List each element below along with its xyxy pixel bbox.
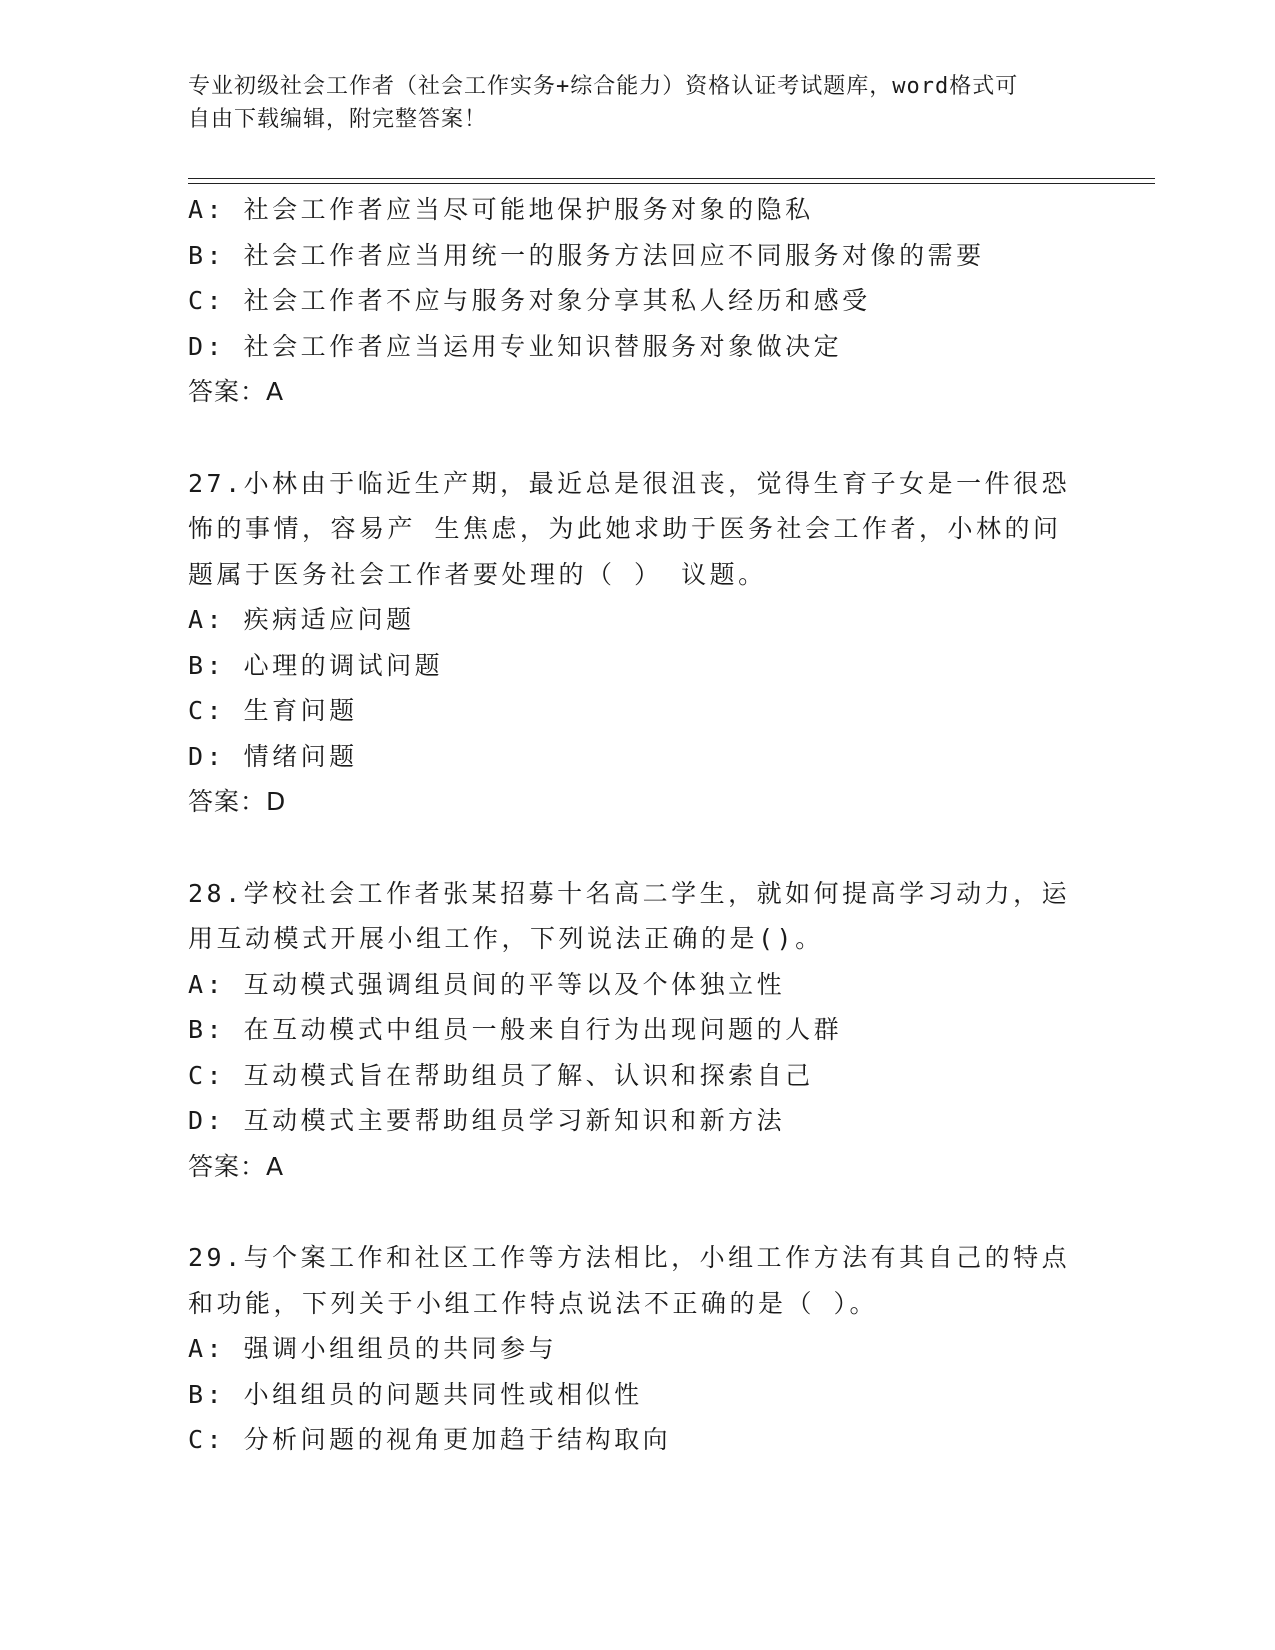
option-d: D: 社会工作者应当运用专业知识替服务对象做决定 bbox=[188, 331, 843, 361]
option-a: A: 互动模式强调组员间的平等以及个体独立性 bbox=[188, 969, 786, 999]
question-stem-line: 用互动模式开展小组工作，下列说法正确的是()。 bbox=[188, 924, 824, 953]
option-a: A: 社会工作者应当尽可能地保护服务对象的隐私 bbox=[188, 195, 814, 224]
option-c: C: 互动模式旨在帮助组员了解、认识和探索自己 bbox=[188, 1060, 814, 1090]
question-stem-line: 题属于医务社会工作者要处理的（ ） 议题。 bbox=[188, 559, 767, 589]
option-a: A: 强调小组组员的共同参与 bbox=[188, 1334, 558, 1363]
question-stem-line: 28.学校社会工作者张某招募十名高二学生，就如何提高学习动力，运 bbox=[188, 878, 1071, 908]
question-26 bbox=[188, 187, 1088, 415]
spacer bbox=[188, 1189, 1088, 1235]
document-header bbox=[188, 70, 1088, 136]
question-28 bbox=[188, 871, 1088, 1190]
option-a: A: 疾病适应问题 bbox=[188, 605, 415, 634]
header-line-1: 专业初级社会工作者（社会工作实务+综合能力）资格认证考试题库，word格式可 bbox=[188, 74, 1019, 99]
question-stem-line: 和功能，下列关于小组工作特点说法不正确的是（ ）。 bbox=[188, 1288, 879, 1318]
option-c: C: 分析问题的视角更加趋于结构取向 bbox=[188, 1425, 672, 1454]
spacer bbox=[188, 825, 1088, 871]
option-b: B: 小组组员的问题共同性或相似性 bbox=[188, 1379, 643, 1409]
header-line-2: 自由下载编辑，附完整答案！ bbox=[188, 107, 488, 132]
question-29 bbox=[188, 1235, 1088, 1463]
option-c: C: 社会工作者不应与服务对象分享其私人经历和感受 bbox=[188, 286, 871, 315]
header-divider-top bbox=[188, 178, 1155, 179]
question-stem-line: 怖的事情，容易产 生焦虑，为此她求助于医务社会工作者，小林的问 bbox=[188, 514, 1062, 543]
option-b: B: 在互动模式中组员一般来自行为出现问题的人群 bbox=[188, 1015, 843, 1044]
question-stem-line: 29.与个案工作和社区工作等方法相比，小组工作方法有其自己的特点 bbox=[188, 1243, 1071, 1272]
option-b: B: 心理的调试问题 bbox=[188, 650, 444, 680]
option-c: C: 生育问题 bbox=[188, 696, 358, 725]
answer: 答案：A bbox=[188, 1151, 285, 1181]
answer: 答案：D bbox=[188, 787, 287, 816]
question-27 bbox=[188, 461, 1088, 825]
question-list bbox=[188, 187, 1088, 1463]
option-b: B: 社会工作者应当用统一的服务方法回应不同服务对像的需要 bbox=[188, 240, 985, 270]
answer: 答案：A bbox=[188, 377, 285, 406]
header-divider-bottom bbox=[188, 183, 1155, 184]
question-stem-line: 27.小林由于临近生产期，最近总是很沮丧，觉得生育子女是一件很恐 bbox=[188, 468, 1071, 498]
option-d: D: 情绪问题 bbox=[188, 741, 358, 771]
option-d: D: 互动模式主要帮助组员学习新知识和新方法 bbox=[188, 1106, 786, 1135]
spacer bbox=[188, 415, 1088, 461]
